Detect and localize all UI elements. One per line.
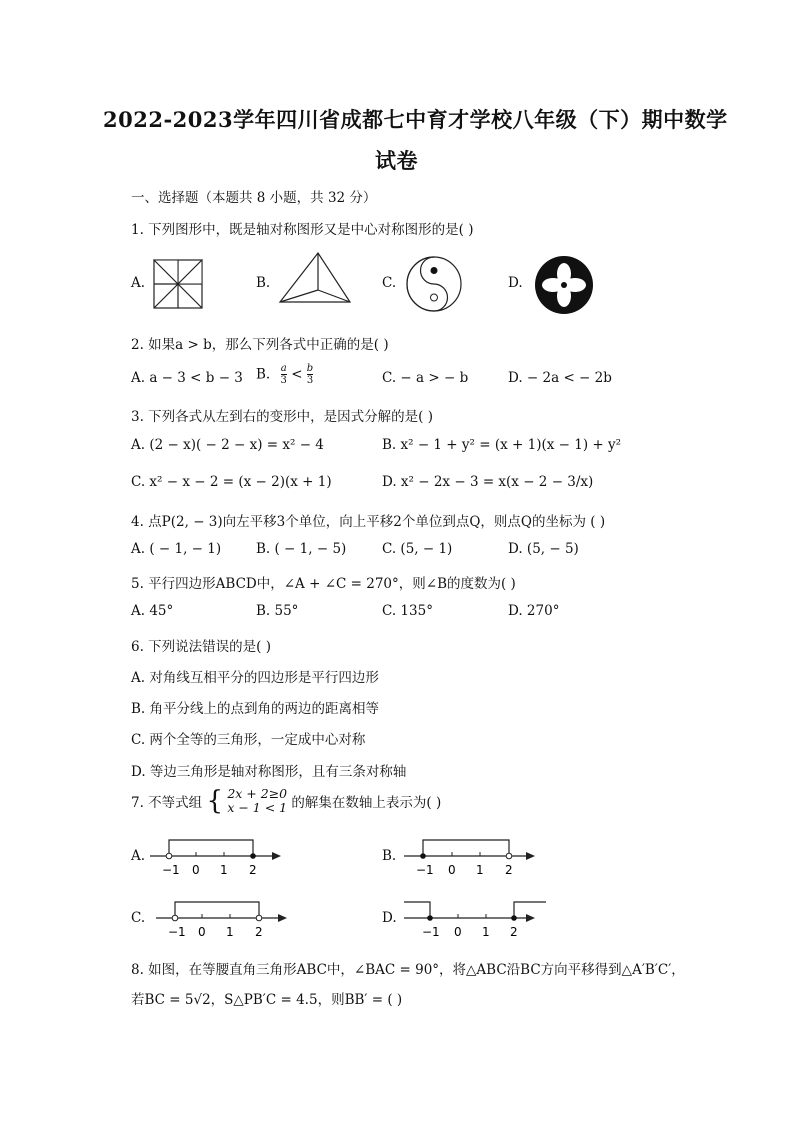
- question-8-line2: 若BC = 5√2，S△PB′C = 4.5，则BB′ = ( ): [131, 992, 403, 1008]
- q7a-tick-neg1: −1: [162, 863, 180, 877]
- q7-label-d: D.: [382, 910, 397, 926]
- q4-option-c: C. (5, − 1): [382, 541, 453, 557]
- q7-system-line2: x − 1 < 1: [227, 800, 288, 815]
- q1-figure-d-petal-circle: [533, 254, 595, 316]
- q7b-tick-1: 1: [476, 863, 484, 877]
- q5-option-d: D. 270°: [508, 603, 560, 619]
- q7c-tick-neg1: −1: [168, 925, 186, 939]
- q6-option-c: C. 两个全等的三角形，一定成中心对称: [131, 732, 366, 748]
- q7b-tick-neg1: −1: [416, 863, 434, 877]
- question-3-stem: 3. 下列各式从左到右的变形中，是因式分解的是( ): [131, 409, 433, 425]
- q2-option-d: D. − 2a < − 2b: [508, 370, 612, 386]
- q7c-tick-0: 0: [198, 925, 206, 939]
- q2-fraction-b-3: [307, 363, 313, 386]
- q5-option-b: B. 55°: [256, 603, 299, 619]
- question-1-stem: 1. 下列图形中，既是轴对称图形又是中心对称图形的是( ): [131, 222, 474, 238]
- section-heading: 一、选择题（本题共 8 小题，共 32 分）: [131, 190, 377, 206]
- page-title-line1: 2022-2023学年四川省成都七中育才学校八年级（下）期中数学: [103, 107, 728, 132]
- q7-number-line-b: [402, 834, 537, 878]
- question-6-stem: 6. 下列说法错误的是( ): [131, 639, 271, 655]
- q7-label-c: C.: [131, 910, 146, 926]
- q1-figure-b-triangle: [278, 250, 352, 306]
- q7c-tick-2: 2: [255, 925, 263, 939]
- q7-label-a: A.: [131, 848, 146, 864]
- q7-number-line-c: [154, 896, 289, 940]
- q7a-tick-0: 0: [192, 863, 200, 877]
- question-5-stem: 5. 平行四边形ABCD中，∠A + ∠C = 270°，则∠B的度数为( ): [131, 576, 516, 592]
- q1-label-b: B.: [256, 275, 271, 291]
- q2-frac-op: <: [291, 366, 303, 383]
- q7a-tick-2: 2: [249, 863, 257, 877]
- q7-stem-post: 的解集在数轴上表示为( ): [291, 795, 442, 811]
- q6-option-d: D. 等边三角形是轴对称图形，且有三条对称轴: [131, 764, 407, 780]
- page-title-line2: 试卷: [375, 148, 418, 173]
- question-7-stem: [131, 786, 441, 818]
- q4-option-a: A. ( − 1, − 1): [131, 541, 222, 557]
- q2-frac-num-b: b: [306, 363, 314, 374]
- q2-option-b: [256, 363, 313, 391]
- q7-number-line-a: [148, 834, 283, 878]
- q1-figure-a-pinwheel: [152, 258, 204, 310]
- q7-brace: {: [206, 786, 224, 816]
- q7c-tick-1: 1: [226, 925, 234, 939]
- question-8-line1: 8. 如图，在等腰直角三角形ABC中，∠BAC = 90°，将△ABC沿BC方向平移得到△A′B′C′，: [131, 962, 685, 978]
- q2-option-c: C. − a > − b: [382, 370, 469, 386]
- q7-number-line-d: [402, 896, 552, 940]
- q1-label-a: A.: [131, 275, 146, 291]
- q7a-tick-1: 1: [220, 863, 228, 877]
- q2-frac-num-a: a: [280, 363, 287, 374]
- q5-option-c: C. 135°: [382, 603, 433, 619]
- q7d-tick-neg1: −1: [422, 925, 440, 939]
- q7d-tick-2: 2: [510, 925, 518, 939]
- q7-system: [227, 787, 287, 815]
- q6-option-a: A. 对角线互相平分的四边形是平行四边形: [131, 670, 379, 686]
- q1-figure-c-yin-yang: [405, 255, 463, 313]
- q3-option-a: A. (2 − x)( − 2 − x) = x² − 4: [131, 437, 324, 453]
- q1-label-c: C.: [382, 275, 397, 291]
- question-4-stem: 4. 点P(2, − 3)向左平移3个单位，向上平移2个单位到点Q，则点Q的坐标为 ( ): [131, 514, 606, 530]
- q5-option-a: A. 45°: [131, 603, 174, 619]
- q4-option-d: D. (5, − 5): [508, 541, 579, 557]
- q6-option-b: B. 角平分线上的点到角的两边的距离相等: [131, 701, 380, 717]
- q7d-tick-1: 1: [482, 925, 490, 939]
- q7b-tick-2: 2: [505, 863, 513, 877]
- q2-frac-den-3b: 3: [306, 375, 314, 386]
- q7b-tick-0: 0: [448, 863, 456, 877]
- q3-option-b: B. x² − 1 + y² = (x + 1)(x − 1) + y²: [382, 437, 622, 453]
- q2-frac-den-3: 3: [280, 375, 287, 386]
- q1-label-d: D.: [508, 275, 523, 291]
- q7-label-b: B.: [382, 848, 397, 864]
- q7-system-line1: 2x + 2≥0: [227, 786, 288, 801]
- q3-option-c: C. x² − x − 2 = (x − 2)(x + 1): [131, 474, 332, 490]
- q2-fraction-a-3: [281, 363, 287, 386]
- q2-option-a: A. a − 3 < b − 3: [131, 370, 243, 386]
- q2-option-b-label: B.: [256, 366, 271, 383]
- q4-option-b: B. ( − 1, − 5): [256, 541, 347, 557]
- q7-stem-pre: 7. 不等式组: [131, 795, 203, 811]
- question-2-stem: 2. 如果a > b，那么下列各式中正确的是( ): [131, 337, 389, 353]
- q3-option-d: D. x² − 2x − 3 = x(x − 2 − 3/x): [382, 474, 594, 490]
- q7d-tick-0: 0: [454, 925, 462, 939]
